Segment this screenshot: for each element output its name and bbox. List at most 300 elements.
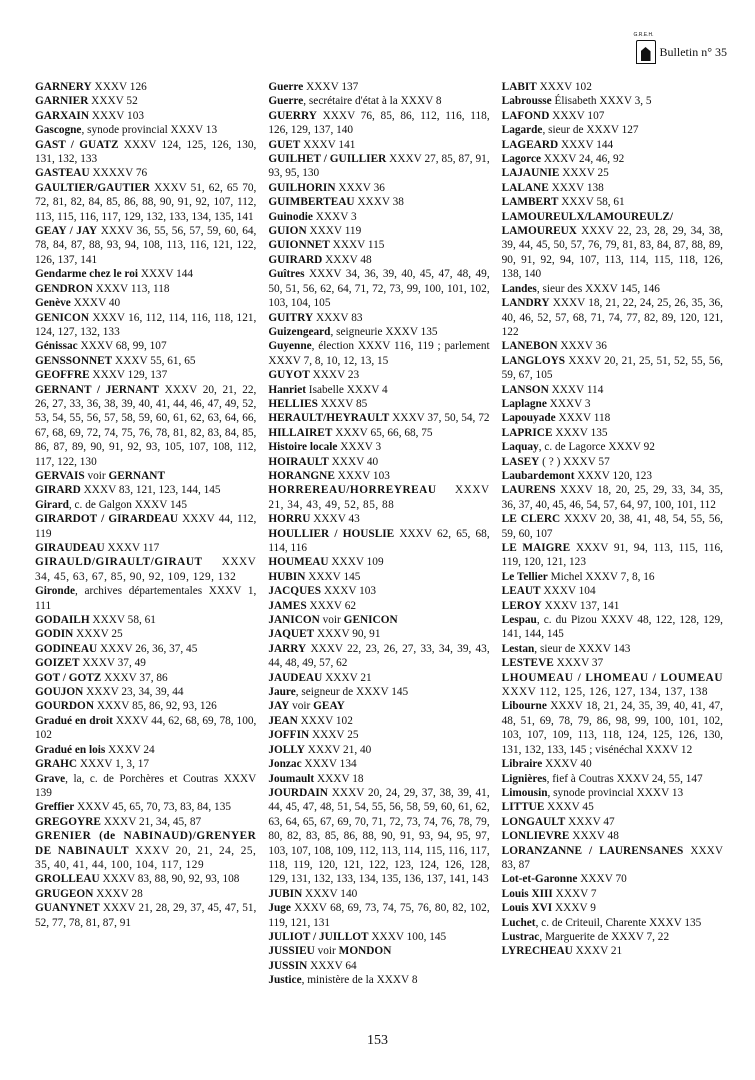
entry-heading: Justice bbox=[268, 974, 302, 987]
entry-references: XXXV 112, 125, 126, 127, 134, 137, 138 bbox=[501, 686, 708, 699]
index-entry bbox=[502, 642, 723, 656]
entry-heading: Lignières bbox=[501, 772, 547, 785]
index-entry bbox=[268, 728, 489, 742]
entry-heading: LYRECHEAU bbox=[501, 945, 573, 958]
index-entry bbox=[502, 916, 723, 930]
entry-references: XXXV 137 bbox=[303, 81, 359, 93]
entry-heading: GODIN bbox=[35, 628, 74, 641]
entry-heading: GODAILH bbox=[35, 614, 90, 627]
entry-references: XXXV 27, 85, 87, 91, 93, 95, 130 bbox=[268, 153, 490, 180]
entry-heading: GAST / GUATZ bbox=[35, 138, 119, 151]
entry-heading: Girard bbox=[35, 498, 69, 511]
entry-references: , seigneurie XXXV 135 bbox=[330, 325, 438, 338]
index-entry bbox=[268, 325, 489, 339]
index-entry bbox=[268, 944, 489, 958]
entry-references: XXXV 100, 145 bbox=[368, 930, 447, 943]
entry-heading: Limousin bbox=[501, 786, 548, 799]
entry-heading: GUIONNET bbox=[268, 239, 330, 252]
index-entry bbox=[268, 930, 489, 944]
entry-heading: LITTUE bbox=[501, 801, 545, 814]
index-entry bbox=[35, 383, 256, 469]
entry-references: XXXV 22, 23, 28, 29, 34, 38, 39, 44, 45, 50, 57, 76, 79, 81, 83, 84, 87, 88, 89, 90, 91, 92, 94, 107, 113, 114, 115, 118, 126, 138, 140 bbox=[501, 225, 723, 281]
entry-references: voir bbox=[289, 700, 314, 713]
entry-heading: HOIRAULT bbox=[268, 455, 329, 468]
entry-heading: Jonzac bbox=[268, 758, 302, 771]
entry-heading: Greffier bbox=[35, 801, 75, 814]
entry-references: XXXV 83, 87 bbox=[501, 844, 723, 871]
entry-references: XXXV 103 bbox=[334, 469, 390, 482]
index-entry bbox=[35, 80, 256, 94]
entry-heading: GARNERY bbox=[35, 81, 92, 93]
entry-heading: Lestan bbox=[501, 642, 535, 655]
index-entry bbox=[35, 757, 256, 771]
entry-references: XXXV 55, 61, 65 bbox=[112, 354, 196, 367]
entry-references: XXXV 126 bbox=[91, 81, 147, 93]
entry-references: XXXV 21 bbox=[322, 671, 372, 684]
entry-references: ( ? ) XXXV 57 bbox=[539, 455, 610, 468]
entry-heading: LAMOUREULX/LAMOUREULZ/ LAMOUREUX bbox=[501, 210, 674, 238]
entry-heading: LANDRY bbox=[501, 297, 550, 310]
entry-heading: GENSSONNET bbox=[35, 354, 113, 367]
entry-heading: GERNANT / JERNANT bbox=[35, 383, 160, 396]
entry-references: , c. de Galgon XXXV 145 bbox=[68, 498, 187, 511]
entry-references: XXXV 21, 34, 43, 49, 52, 85, 88 bbox=[268, 484, 490, 511]
index-entry bbox=[502, 80, 723, 94]
index-entry bbox=[268, 714, 489, 728]
index-entry bbox=[268, 555, 489, 569]
entry-heading: Génissac bbox=[35, 340, 78, 353]
index-entry bbox=[502, 887, 723, 901]
entry-references: voir bbox=[84, 469, 109, 482]
entry-references: XXXV 20, 21, 24, 25, 35, 40, 41, 44, 100, 104, 117, 129 bbox=[35, 844, 257, 871]
entry-heading: Lot-et-Garonne bbox=[501, 873, 578, 886]
entry-heading: HORRU bbox=[268, 513, 311, 526]
index-entry bbox=[268, 138, 489, 152]
entry-heading: LAGEARD bbox=[501, 138, 559, 151]
index-column-3 bbox=[502, 80, 723, 988]
entry-references: XXXV 137, 141 bbox=[541, 599, 620, 612]
entry-heading: GARXAIN bbox=[35, 109, 89, 122]
entry-heading: GRUGEON bbox=[35, 887, 94, 900]
index-entry bbox=[502, 94, 723, 108]
entry-references: XXXV 44, 112, 119 bbox=[35, 513, 257, 540]
entry-references: XXXV 45 bbox=[544, 801, 594, 814]
entry-references: XXXV 24 bbox=[105, 743, 155, 756]
entry-heading: GUION bbox=[268, 225, 307, 238]
entry-references: , archives départementales XXXV 1, 111 bbox=[35, 585, 257, 612]
index-entry bbox=[268, 584, 489, 598]
entry-heading: LEAUT bbox=[501, 585, 541, 598]
index-entry bbox=[35, 642, 256, 656]
index-entry bbox=[268, 426, 489, 440]
index-entry bbox=[268, 411, 489, 425]
entry-references: XXXV 21, 28, 29, 37, 45, 47, 51, 52, 77, 78, 81, 87, 91 bbox=[35, 902, 257, 929]
entry-references: Élisabeth XXXV 3, 5 bbox=[551, 95, 652, 108]
index-entry bbox=[502, 671, 723, 700]
index-entry bbox=[268, 181, 489, 195]
entry-heading: Le Tellier bbox=[501, 570, 548, 583]
entry-references: XXXV 120, 123 bbox=[574, 469, 653, 482]
index-entry bbox=[502, 282, 723, 296]
entry-heading: JARRY bbox=[268, 642, 307, 655]
index-entry bbox=[268, 642, 489, 671]
entry-references: XXXV 119 bbox=[306, 225, 362, 238]
entry-see-also: GENICON bbox=[343, 614, 398, 627]
entry-references: XXXV 90, 91 bbox=[314, 628, 381, 641]
entry-heading: Libraire bbox=[501, 758, 543, 771]
index-entry bbox=[35, 584, 256, 613]
entry-references: XXXV 36 bbox=[557, 340, 607, 353]
index-entry bbox=[268, 613, 489, 627]
entry-references: XXXV 83 bbox=[313, 311, 363, 324]
entry-heading: Gascogne bbox=[35, 124, 82, 137]
index-entry bbox=[502, 901, 723, 915]
society-logo-icon bbox=[633, 32, 656, 64]
entry-references: , c. du Pizou XXXV 48, 122, 128, 129, 141, 144, 145 bbox=[501, 614, 723, 641]
entry-references: , sieur des XXXV 145, 146 bbox=[536, 282, 660, 295]
entry-references: XXXV 62, 65, 68, 114, 116 bbox=[268, 527, 490, 554]
entry-heading: GUANYNET bbox=[35, 902, 100, 915]
entry-references: XXXV 37, 86 bbox=[101, 671, 168, 684]
index-entry bbox=[268, 195, 489, 209]
entry-heading: LONGAULT bbox=[501, 815, 566, 828]
index-entry bbox=[35, 872, 256, 886]
entry-references: XXXV 115 bbox=[329, 239, 385, 252]
entry-references: XXXV 21, 40 bbox=[304, 743, 372, 756]
index-entry bbox=[502, 800, 723, 814]
entry-heading: GENDRON bbox=[35, 282, 93, 295]
entry-references: XXXV 85, 86, 92, 93, 126 bbox=[94, 700, 217, 713]
index-entry bbox=[502, 872, 723, 886]
entry-references: , sieur de XXXV 127 bbox=[542, 124, 639, 137]
entry-heading: Louis XIII bbox=[501, 887, 553, 900]
entry-heading: Labrousse bbox=[501, 95, 552, 108]
index-entry bbox=[502, 339, 723, 353]
entry-references: XXXV 20, 21, 22, 26, 27, 33, 36, 38, 39, 40, 41, 44, 46, 47, 49, 52, 53, 54, 55, 56, 57, 58, 59, 60, 61, 62, 63, 64, 66, 67, 68, 69, 72, 74, 75, 76, 78, 81, 82, 83, 84, 85, 86, 87, 89, 90, 91, 92, 93, 105, 107, 108, 112, 117, 122, 130 bbox=[35, 383, 257, 468]
index-entry bbox=[35, 296, 256, 310]
entry-references: , élection XXXV 116, 119 ; parlement XXXV 7, 8, 10, 12, 13, 15 bbox=[268, 340, 490, 367]
entry-heading: GUILHET / GUILLIER bbox=[268, 153, 387, 166]
index-entry bbox=[502, 599, 723, 613]
index-entry bbox=[268, 743, 489, 757]
entry-heading: LABIT bbox=[501, 81, 537, 93]
entry-references: XXXV 7 bbox=[552, 887, 597, 900]
entry-heading: LE CLERC bbox=[501, 513, 561, 526]
index-column-1 bbox=[35, 80, 256, 988]
entry-heading: JANICON bbox=[268, 614, 320, 627]
index-entry bbox=[35, 311, 256, 340]
entry-heading: Guerre bbox=[268, 95, 304, 108]
entry-see-also: MONDON bbox=[338, 945, 392, 958]
entry-references: XXXV 135 bbox=[552, 426, 608, 439]
index-entry bbox=[268, 786, 489, 887]
entry-references: XXXV 103 bbox=[88, 109, 145, 122]
index-entry bbox=[35, 772, 256, 801]
entry-references: XXXV 141 bbox=[300, 138, 356, 151]
entry-heading: LORANZANNE / LAURENSANES bbox=[501, 844, 684, 857]
entry-heading: Hanriet bbox=[268, 383, 306, 396]
index-entry bbox=[502, 195, 723, 209]
index-entry bbox=[35, 368, 256, 382]
index-entry bbox=[35, 512, 256, 541]
entry-heading: LALANE bbox=[501, 181, 549, 194]
entry-heading: GUIMBERTEAU bbox=[268, 196, 355, 209]
entry-references: XXXV 145 bbox=[305, 570, 361, 583]
index-entry bbox=[268, 699, 489, 713]
entry-heading: HORREREAU/HORREYREAU bbox=[268, 484, 437, 497]
index-entry bbox=[35, 541, 256, 555]
entry-references: XXXV 28 bbox=[93, 887, 143, 900]
entry-references: , la, c. de Porchères et Coutras XXXV 139 bbox=[35, 772, 257, 799]
index-entry bbox=[268, 772, 489, 786]
entry-references: XXXV 52 bbox=[88, 95, 138, 108]
index-entry bbox=[268, 685, 489, 699]
index-entry bbox=[268, 80, 489, 94]
entry-heading: GERVAIS bbox=[35, 469, 85, 482]
entry-heading: Lagorce bbox=[501, 153, 541, 166]
entry-heading: JOLLY bbox=[268, 743, 305, 756]
entry-heading: Guyenne bbox=[268, 340, 312, 353]
entry-heading: GUERRY bbox=[268, 109, 317, 122]
index-entry bbox=[502, 383, 723, 397]
entry-references: XXXV 47 bbox=[565, 815, 615, 828]
entry-heading: GUIRARD bbox=[268, 253, 323, 266]
index-entry bbox=[268, 152, 489, 181]
entry-heading: GOURDON bbox=[35, 700, 94, 713]
index-entry bbox=[35, 829, 256, 872]
entry-references: XXXV 138 bbox=[548, 181, 604, 194]
entry-heading: Lapouyade bbox=[501, 412, 556, 425]
entry-references: , c. de Lagorce XXXV 92 bbox=[538, 441, 655, 454]
index-entry bbox=[502, 944, 723, 958]
index-entry bbox=[35, 743, 256, 757]
index-entry bbox=[502, 181, 723, 195]
entry-heading: LESTEVE bbox=[501, 657, 554, 670]
entry-references: XXXV 38 bbox=[354, 196, 404, 209]
entry-references: XXXV 9 bbox=[552, 902, 596, 915]
entry-heading: GOUJON bbox=[35, 686, 84, 699]
index-entry bbox=[268, 599, 489, 613]
index-entry bbox=[35, 282, 256, 296]
entry-references: XXXV 34, 36, 39, 40, 45, 47, 48, 49, 50, 51, 56, 62, 64, 71, 72, 73, 99, 100, 101, 102, 103, 104, 105 bbox=[268, 268, 490, 310]
entry-references: XXXV 140 bbox=[302, 887, 358, 900]
entry-references: XXXV 144 bbox=[558, 138, 614, 151]
entry-references: XXXV 68, 99, 107 bbox=[77, 340, 167, 353]
index-entry bbox=[268, 973, 489, 987]
index-entry bbox=[502, 844, 723, 873]
index-entry bbox=[35, 555, 256, 584]
entry-references: XXXV 37, 49 bbox=[79, 657, 146, 670]
index-entry bbox=[502, 930, 723, 944]
index-entry bbox=[268, 627, 489, 641]
index-entry bbox=[35, 94, 256, 108]
entry-heading: LE MAIGRE bbox=[501, 542, 571, 554]
entry-heading: Genève bbox=[35, 297, 71, 310]
entry-heading: HORANGNE bbox=[268, 469, 335, 482]
entry-heading: Laquay bbox=[501, 441, 539, 454]
entry-heading: Louis XVI bbox=[501, 902, 553, 915]
entry-heading: HELLIES bbox=[268, 397, 318, 410]
entry-references: XXXV 36 bbox=[335, 181, 385, 194]
entry-references: XXXV 103 bbox=[321, 585, 377, 598]
index-entry bbox=[35, 109, 256, 123]
entry-heading: LEROY bbox=[501, 599, 542, 612]
entry-heading: Guerre bbox=[268, 81, 304, 93]
entry-heading: GIRARDOT / GIRARDEAU bbox=[35, 513, 179, 526]
entry-heading: Lustrac bbox=[501, 930, 540, 943]
entry-references: XXXV 36, 55, 56, 57, 59, 60, 64, 78, 84, 87, 88, 93, 94, 108, 113, 116, 121, 122, 126, 137, 141 bbox=[35, 225, 257, 266]
entry-heading: GUILHORIN bbox=[268, 181, 336, 194]
entry-heading: JUSSIN bbox=[268, 959, 308, 972]
entry-heading: Lagarde bbox=[501, 124, 543, 137]
index-entry bbox=[35, 483, 256, 497]
entry-heading: GRAHC bbox=[35, 758, 78, 771]
entry-heading: LHOUMEAU / LHOMEAU / LOUMEAU bbox=[501, 671, 723, 684]
entry-heading: GOIZET bbox=[35, 657, 80, 670]
entry-references: XXXV 37 bbox=[553, 657, 604, 670]
entry-references: XXXV 102 bbox=[536, 81, 592, 93]
entry-references: XXXV 48 bbox=[569, 830, 619, 843]
entry-references: XXXV 25 bbox=[73, 628, 123, 641]
entry-heading: JEAN bbox=[268, 714, 298, 727]
entry-heading: LASEY bbox=[501, 455, 540, 468]
index-entry bbox=[502, 541, 723, 570]
index-entry bbox=[502, 123, 723, 137]
entry-references: XXXV 58, 61 bbox=[558, 196, 625, 209]
entry-references: XXXV 18, 21, 22, 24, 25, 26, 35, 36, 40, 46, 52, 57, 68, 71, 74, 77, 82, 89, 120, 121, 122 bbox=[501, 297, 723, 338]
index-entry bbox=[268, 469, 489, 483]
entry-references: XXXV 134 bbox=[301, 758, 357, 771]
entry-heading: GREGOYRE bbox=[35, 815, 101, 828]
entry-references: XXXV 23 bbox=[309, 369, 360, 382]
index-entry bbox=[268, 253, 489, 267]
entry-heading: Gironde bbox=[35, 585, 75, 598]
index-entry bbox=[35, 166, 256, 180]
entry-references: XXXV 40 bbox=[328, 455, 379, 468]
entry-heading: HUBIN bbox=[268, 570, 306, 583]
entry-references: , Marguerite de XXXV 7, 22 bbox=[539, 930, 670, 943]
entry-references: XXXV 24, 46, 92 bbox=[540, 153, 625, 166]
index-column-2 bbox=[268, 80, 489, 988]
entry-see-also: GERNANT bbox=[108, 469, 165, 482]
entry-references: XXXV 83, 88, 90, 92, 93, 108 bbox=[99, 873, 240, 886]
entry-references: XXXV 83, 121, 123, 144, 145 bbox=[80, 484, 221, 497]
index-entry bbox=[35, 339, 256, 353]
index-entry bbox=[35, 627, 256, 641]
index-entry bbox=[268, 109, 489, 138]
entry-heading: LANGLOYS bbox=[501, 354, 566, 367]
index-entry bbox=[35, 224, 256, 267]
entry-heading: JOFFIN bbox=[268, 729, 310, 742]
page-header bbox=[633, 32, 727, 64]
index-entry bbox=[35, 656, 256, 670]
entry-heading: GOT / GOTZ bbox=[35, 671, 102, 684]
index-entry bbox=[35, 469, 256, 483]
entry-references: XXXV 85 bbox=[317, 397, 368, 410]
index-entry bbox=[502, 138, 723, 152]
entry-heading: LAURENS bbox=[501, 484, 556, 497]
entry-references: XXXV 20, 21, 25, 51, 52, 55, 56, 59, 67, 105 bbox=[501, 354, 723, 382]
entry-heading: LANEBON bbox=[501, 340, 558, 353]
entry-references: XXXV 25 bbox=[559, 167, 609, 180]
index-entry bbox=[502, 152, 723, 166]
index-entry bbox=[502, 757, 723, 771]
index-entry bbox=[35, 138, 256, 167]
entry-heading: GARNIER bbox=[35, 95, 89, 108]
entry-heading: Laubardemont bbox=[501, 469, 575, 482]
index-entry bbox=[35, 498, 256, 512]
entry-references: XXXV 124, 125, 126, 130, 131, 132, 133 bbox=[35, 138, 257, 166]
entry-references: XXXV 48 bbox=[322, 253, 372, 266]
entry-heading: GRENIER (de NABINAUD)/GRENYER DE NABINAULT bbox=[35, 830, 257, 857]
entry-references: XXXV 43 bbox=[310, 513, 360, 526]
entry-references: XXXV 3 bbox=[312, 210, 357, 223]
index-entry bbox=[35, 267, 256, 281]
entry-references: XXXV 22, 23, 26, 27, 33, 34, 39, 43, 44, 48, 49, 57, 62 bbox=[268, 642, 490, 670]
entry-heading: GUITRY bbox=[268, 311, 314, 324]
index-entry bbox=[268, 959, 489, 973]
index-entry bbox=[502, 829, 723, 843]
entry-heading: GROLLEAU bbox=[35, 873, 100, 886]
entry-heading: JAQUET bbox=[268, 628, 315, 641]
entry-heading: JAMES bbox=[268, 599, 307, 612]
index-entry bbox=[502, 786, 723, 800]
entry-references: XXXV 144 bbox=[138, 268, 194, 281]
index-entry bbox=[502, 512, 723, 541]
index-entry bbox=[35, 887, 256, 901]
entry-heading: Joumault bbox=[268, 772, 315, 785]
entry-references: , ministère de la XXXV 8 bbox=[301, 974, 418, 987]
index-entry bbox=[502, 166, 723, 180]
index-entry bbox=[268, 397, 489, 411]
entry-heading: HOULLIER / HOUSLIE bbox=[268, 527, 395, 540]
index-entry bbox=[268, 339, 489, 368]
index-entry bbox=[268, 757, 489, 771]
index-entry bbox=[35, 613, 256, 627]
entry-references: XXXV 34, 45, 63, 67, 85, 90, 92, 109, 129, 132 bbox=[35, 556, 257, 583]
index-entry bbox=[502, 109, 723, 123]
entry-references: XXXV 18, 20, 25, 29, 33, 34, 35, 36, 37, 40, 45, 46, 54, 57, 64, 97, 100, 101, 112 bbox=[501, 484, 723, 511]
entry-references: , seigneur de XXXV 145 bbox=[295, 686, 409, 699]
entry-references: voir bbox=[319, 614, 344, 627]
entry-heading: LAMBERT bbox=[501, 196, 559, 209]
entry-references: XXXV 37, 50, 54, 72 bbox=[389, 412, 490, 425]
index-entry bbox=[502, 411, 723, 425]
entry-references: XXXV 25 bbox=[309, 729, 359, 742]
entry-heading: Gradué en droit bbox=[35, 714, 113, 727]
entry-references: XXXV 3 bbox=[546, 397, 591, 410]
entry-references: voir bbox=[314, 945, 339, 958]
index-entry bbox=[502, 296, 723, 339]
entry-references: XXXV 16, 112, 114, 116, 118, 121, 124, 127, 132, 133 bbox=[35, 311, 257, 338]
bulletin-title: Bulletin n° 35 bbox=[659, 44, 727, 59]
entry-heading: Lespau bbox=[501, 614, 537, 627]
index-entry bbox=[502, 613, 723, 642]
index-entry bbox=[502, 426, 723, 440]
entry-references: XXXV 91, 94, 113, 115, 116, 119, 120, 121, 123 bbox=[501, 542, 723, 569]
index-entry bbox=[35, 699, 256, 713]
entry-heading: Guinodie bbox=[268, 210, 313, 223]
entry-heading: GENICON bbox=[35, 311, 89, 324]
entry-heading: JAUDEAU bbox=[268, 671, 323, 684]
entry-heading: GIRARD bbox=[35, 484, 81, 497]
entry-heading: JUBIN bbox=[268, 887, 303, 900]
entry-references: XXXV 20, 24, 29, 37, 38, 39, 41, 44, 45, 47, 48, 51, 54, 55, 56, 58, 59, 60, 61, 62, 63, 64, 65, 67, 69, 70, 71, 72, 73, 74, 76, 78, 79, 80, 82, 83, 85, 86, 88, 90, 91, 93, 94, 95, 97, 103, 107, 108, 109, 112, 113, 114, 115, 116, 117, 118, 119, 120, 121, 122, 123, 124, 126, 128, 129, 131, 132, 133, 134, 135, 136, 137, 141, 143 bbox=[268, 786, 490, 886]
index-entry bbox=[35, 685, 256, 699]
index-entry bbox=[502, 397, 723, 411]
entry-references: XXXV 114 bbox=[548, 383, 604, 396]
index-entry bbox=[268, 94, 489, 108]
